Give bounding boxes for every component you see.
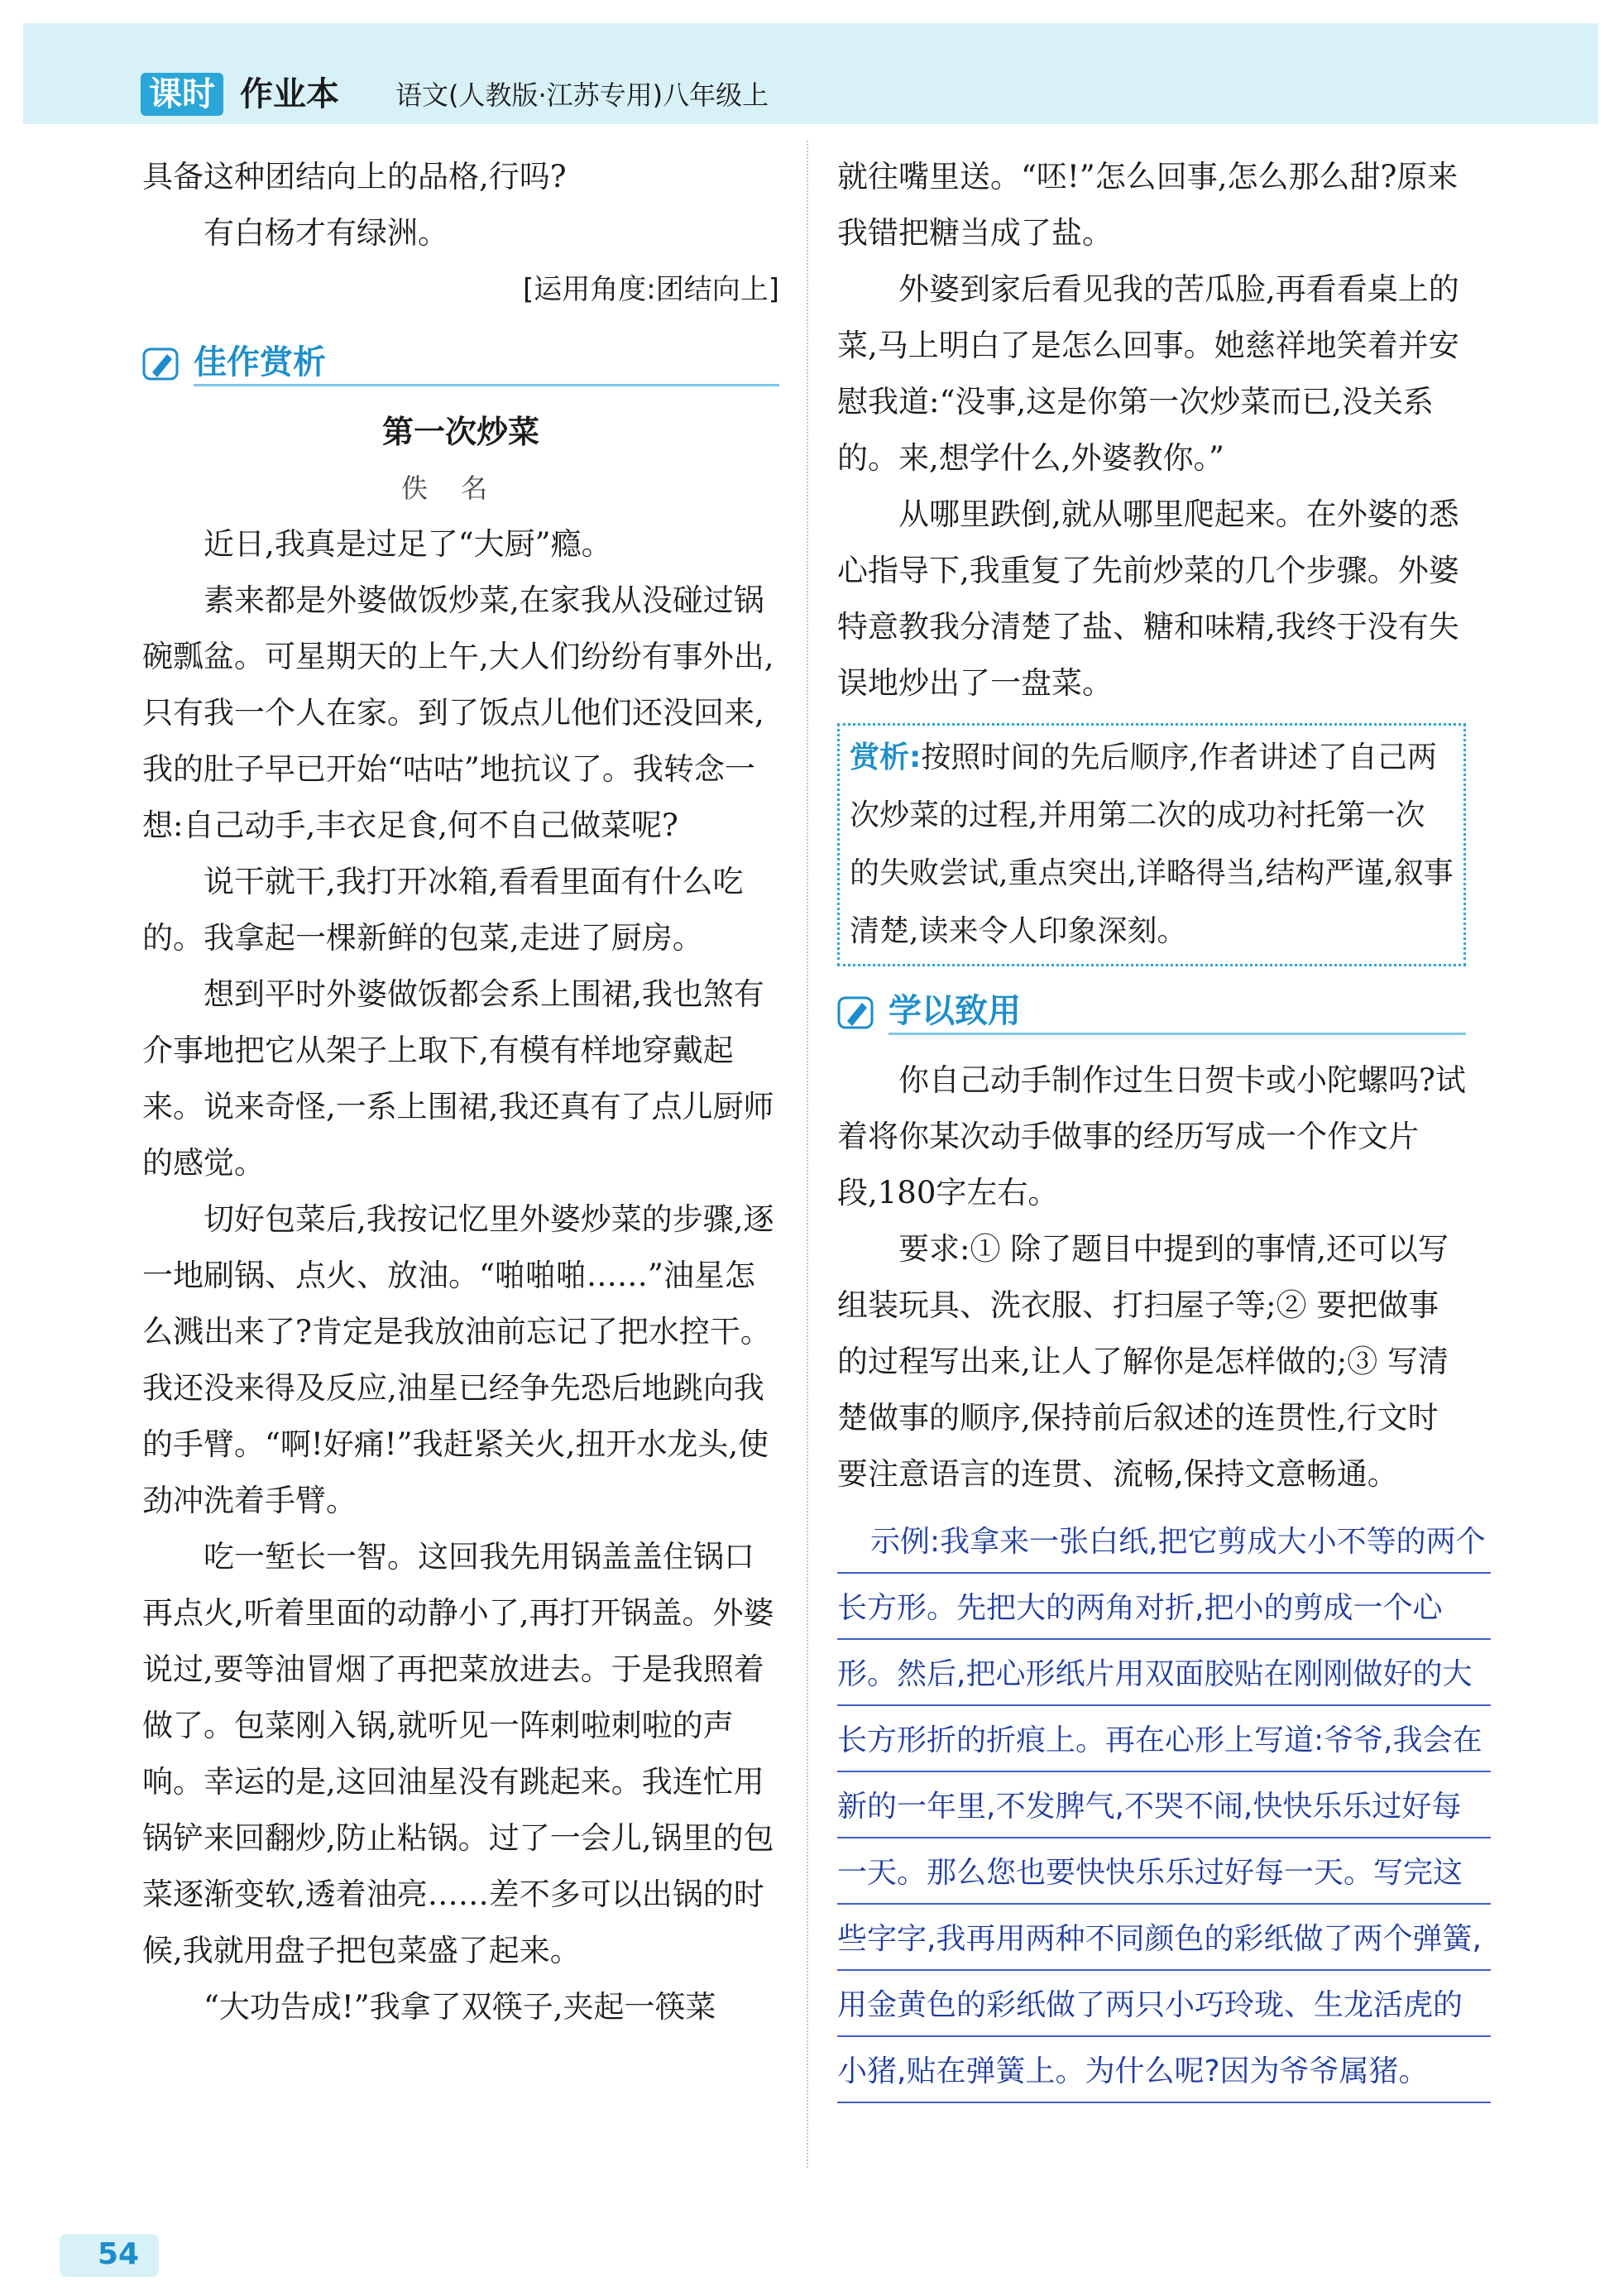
article-paragraph: 切好包菜后,我按记忆里外婆炒菜的步骤,逐一地刷锅、点火、放油。“啪啪啪……”油星怎么溅出来了?肯定是我放油前忘记了把水控干。我还没来得及反应,油星已经争先恐后地跳向我的手臂。“啊!好痛!”我赶紧关火,扭开水龙头,使劲冲洗着手臂。 (142, 1201, 774, 1518)
left-column (142, 149, 779, 2035)
example-text: 示例:我拿来一张白纸,把它剪成大小不等的两个长方形。先把大的两角对折,把小的剪成一个心形。然后,把心形纸片用双面胶贴在刚刚做好的大长方形折的折痕上。再在心形上写道:爷爷,我会在新的一年里,不发脾气,不哭不闹,快快乐乐过好每一天。那么您也要快快乐乐过好每一天。写完这些字字,我再用两种不同颜色的彩纸做了两个弹簧,用金黄色的彩纸做了两只小巧玲珑、生龙活虎的小猪,贴在弹簧上。为什么呢?因为爷爷属猪。 (837, 1525, 1486, 2088)
section-rule (194, 384, 779, 386)
section-heading-appreciation (142, 333, 779, 395)
section-heading-application (837, 981, 1466, 1044)
article-paragraph-continued: 就往嘴里送。“呸!”怎么回事,怎么那么甜?原来我错把糖当成了盐。 (837, 159, 1459, 251)
article-title: 第一次炒菜 (381, 414, 539, 450)
writing-task: 你自己动手制作过生日贺卡或小陀螺吗?试着将你某次动手做事的经历写成一个作文片段,180字左右。 (837, 1062, 1466, 1210)
page-number-badge (60, 2234, 159, 2277)
article-paragraph: 素来都是外婆做饭炒菜,在家我从没碰过锅碗瓢盆。可星期天的上午,大人们纷纷有事外出,只有我一个人在家。到了饭点儿他们还没回来,我的肚子早已开始“咕咕”地抗议了。我转念一想:自己动手,丰衣足食,何不自己做菜呢? (142, 582, 774, 843)
right-column (837, 149, 1486, 2105)
article-author: 佚名 (400, 472, 520, 504)
usage-angle: [运用角度:团结向上] (523, 273, 779, 306)
book-subtitle: 语文(人教版·江苏专用)八年级上 (395, 79, 769, 111)
appraisal-box (837, 723, 1466, 966)
page-number: 54 (98, 2237, 140, 2271)
article-paragraph: 想到平时外婆做饭都会系上围裙,我也煞有介事地把它从架子上取下,有模有样地穿戴起来。说来奇怪,一系上围裙,我还真有了点儿厨师的感觉。 (142, 976, 774, 1181)
intro-line: 有白杨才有绿洲。 (204, 215, 448, 251)
section-title: 学以致用 (889, 992, 1021, 1030)
appraisal-text: 按照时间的先后顺序,作者讲述了自己两次炒菜的过程,并用第二次的成功衬托第一次的失败尝试,重点突出,详略得当,结构严谨,叙事清楚,读来令人印象深刻。 (850, 741, 1454, 948)
article-paragraph: 近日,我真是过足了“大厨”瘾。 (204, 526, 612, 562)
pencil-icon (142, 344, 180, 382)
section-rule (889, 1033, 1466, 1035)
intro-line: 具备这种团结向上的品格,行吗? (142, 159, 567, 194)
column-divider (807, 141, 808, 2168)
section-title: 佳作赏析 (194, 343, 326, 381)
handwritten-example-answer (837, 1509, 1491, 2105)
article-paragraph: 外婆到家后看见我的苦瓜脸,再看看桌上的菜,马上明白了是怎么回事。她慈祥地笑着并安慰我道:“没事,这是你第一次炒菜而已,没关系的。来,想学什么,外婆教你。” (837, 271, 1459, 476)
writing-requirements: 要求:① 除了题目中提到的事情,还可以写组装玩具、洗衣服、打扫屋子等;② 要把做事的过程写出来,让人了解你是怎样做的;③ 写清楚做事的顺序,保持前后叙述的连贯性,行文时要注意语言的连贯、流畅,保持文意畅通。 (837, 1231, 1449, 1492)
appraisal-tag: 赏析: (850, 741, 922, 774)
brand-logo-box: 课时 (141, 73, 223, 116)
article-paragraph: “大功告成!”我拿了双筷子,夹起一筷菜 (204, 1989, 716, 2025)
article-paragraph: 从哪里跌倒,就从哪里爬起来。在外婆的悉心指导下,我重复了先前炒菜的几个步骤。外婆特意教我分清楚了盐、糖和味精,我终于没有失误地炒出了一盘菜。 (837, 496, 1459, 701)
article-paragraph: 说干就干,我打开冰箱,看看里面有什么吃的。我拿起一棵新鲜的包菜,走进了厨房。 (142, 864, 744, 956)
brand-title: 作业本 (240, 75, 339, 113)
pencil-icon (837, 993, 875, 1031)
article-paragraph: 吃一堑长一智。这回我先用锅盖盖住锅口再点火,听着里面的动静小了,再打开锅盖。外婆说过,要等油冒烟了再把菜放进去。于是我照着做了。包菜刚入锅,就听见一阵刺啦刺啦的声响。幸运的是,这回油星没有跳起来。我连忙用锅铲来回翻炒,防止粘锅。过了一会儿,锅里的包菜逐渐变软,透着油亮……差不多可以出锅的时候,我就用盘子把包菜盛了起来。 (142, 1539, 774, 1968)
